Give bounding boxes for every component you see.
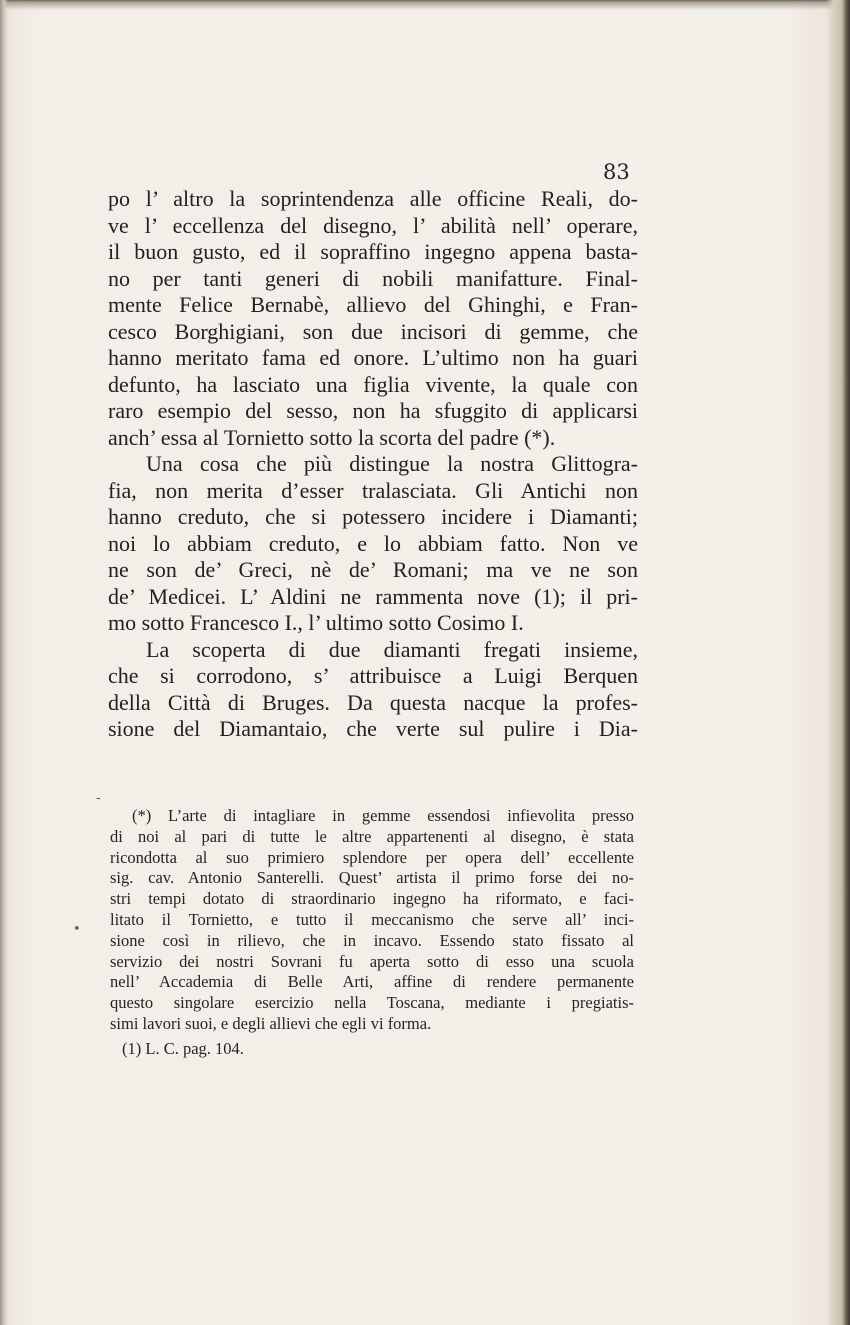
margin-ink-speck: • bbox=[73, 922, 81, 937]
text-line: della Città di Bruges. Da questa nacque la profes- bbox=[108, 689, 638, 715]
footnote-line: litato il Tornietto, e tutto il meccanismo che serve all’ inci- bbox=[110, 909, 634, 929]
footnote-line: questo singolare esercizio nella Toscana, mediante i pregiatis- bbox=[110, 993, 634, 1013]
footnote-reference: (1) L. C. pag. 104. bbox=[122, 1038, 244, 1058]
text-line: hanno creduto, che si potessero incidere i Diamanti; bbox=[108, 504, 638, 529]
text-line: mo sotto Francesco I., l’ ultimo sotto Cosimo I. bbox=[108, 610, 524, 635]
footnote-line: sig. cav. Antonio Santerelli. Quest’ artista il primo forse dei no- bbox=[110, 868, 634, 888]
footnote-line: stri tempi dotato di straordinario ingegno ha riformato, e faci- bbox=[110, 889, 634, 909]
text-line: cesco Borghigiani, son due incisori di gemme, che bbox=[108, 318, 638, 344]
text-line: po l’ altro la soprintendenza alle officine Reali, do- bbox=[108, 186, 638, 211]
text-line: La scoperta di due diamanti fregati insieme, bbox=[146, 636, 638, 662]
footnote-line: di noi al pari di tutte le altre appartenenti al disegno, è stata bbox=[110, 826, 634, 846]
footnote-line: nell’ Accademia di Belle Arti, affine di rendere permanente bbox=[110, 972, 634, 992]
text-line: sione del Diamantaio, che verte sul pulire i Dia- bbox=[108, 716, 638, 741]
text-line: anch’ essa al Tornietto sotto la scorta del padre (*). bbox=[108, 424, 556, 450]
main-text bbox=[108, 186, 638, 743]
footnote-line: simi lavori suoi, e degli allievi che egli vi forma. bbox=[110, 1013, 432, 1033]
text-line: Una cosa che più distingue la nostra Glittogra- bbox=[146, 451, 638, 476]
text-line: fia, non merita d’esser tralasciata. Gli Antichi non bbox=[108, 477, 638, 503]
top-edge-shadow bbox=[0, 0, 850, 10]
text-line: noi lo abbiam creduto, e lo abbiam fatto. Non ve bbox=[108, 530, 638, 556]
margin-dash-mark: - bbox=[96, 790, 101, 806]
text-line: ne son de’ Greci, nè de’ Romani; ma ve ne son bbox=[108, 557, 638, 582]
footnote-line: (*) L’arte di intagliare in gemme essendosi infievolita presso bbox=[132, 806, 634, 825]
text-line: no per tanti generi di nobili manifatture. Final- bbox=[108, 265, 638, 291]
footnotes bbox=[110, 806, 634, 1060]
text-line: mente Felice Bernabè, allievo del Ghinghi, e Fran- bbox=[108, 292, 638, 317]
page-fore-edge bbox=[826, 0, 850, 1325]
footnote-line: ricondotta al suo primiero splendore per opera dell’ eccellente bbox=[110, 847, 634, 867]
binding-gutter bbox=[0, 0, 8, 1325]
text-line: defunto, ha lasciato una figlia vivente, la quale con bbox=[108, 371, 638, 397]
text-line: che si corrodono, s’ attribuisce a Luigi Berquen bbox=[108, 663, 638, 688]
text-line: hanno meritato fama ed onore. L’ultimo non ha guari bbox=[108, 345, 638, 370]
text-line: il buon gusto, ed il sopraffino ingegno appena basta- bbox=[108, 239, 638, 264]
footnote-line: sione così in rilievo, che in incavo. Essendo stato fissato al bbox=[110, 930, 634, 950]
text-line: de’ Medicei. L’ Aldini ne rammenta nove (1); il pri- bbox=[108, 583, 638, 609]
text-line: raro esempio del sesso, non ha sfuggito di applicarsi bbox=[108, 398, 638, 423]
footnote-line: servizio dei nostri Sovrani fu aperta sotto di esso una scuola bbox=[110, 951, 634, 971]
text-line: ve l’ eccellenza del disegno, l’ abilità nell’ operare, bbox=[108, 212, 638, 238]
page-number: 83 bbox=[603, 160, 630, 184]
